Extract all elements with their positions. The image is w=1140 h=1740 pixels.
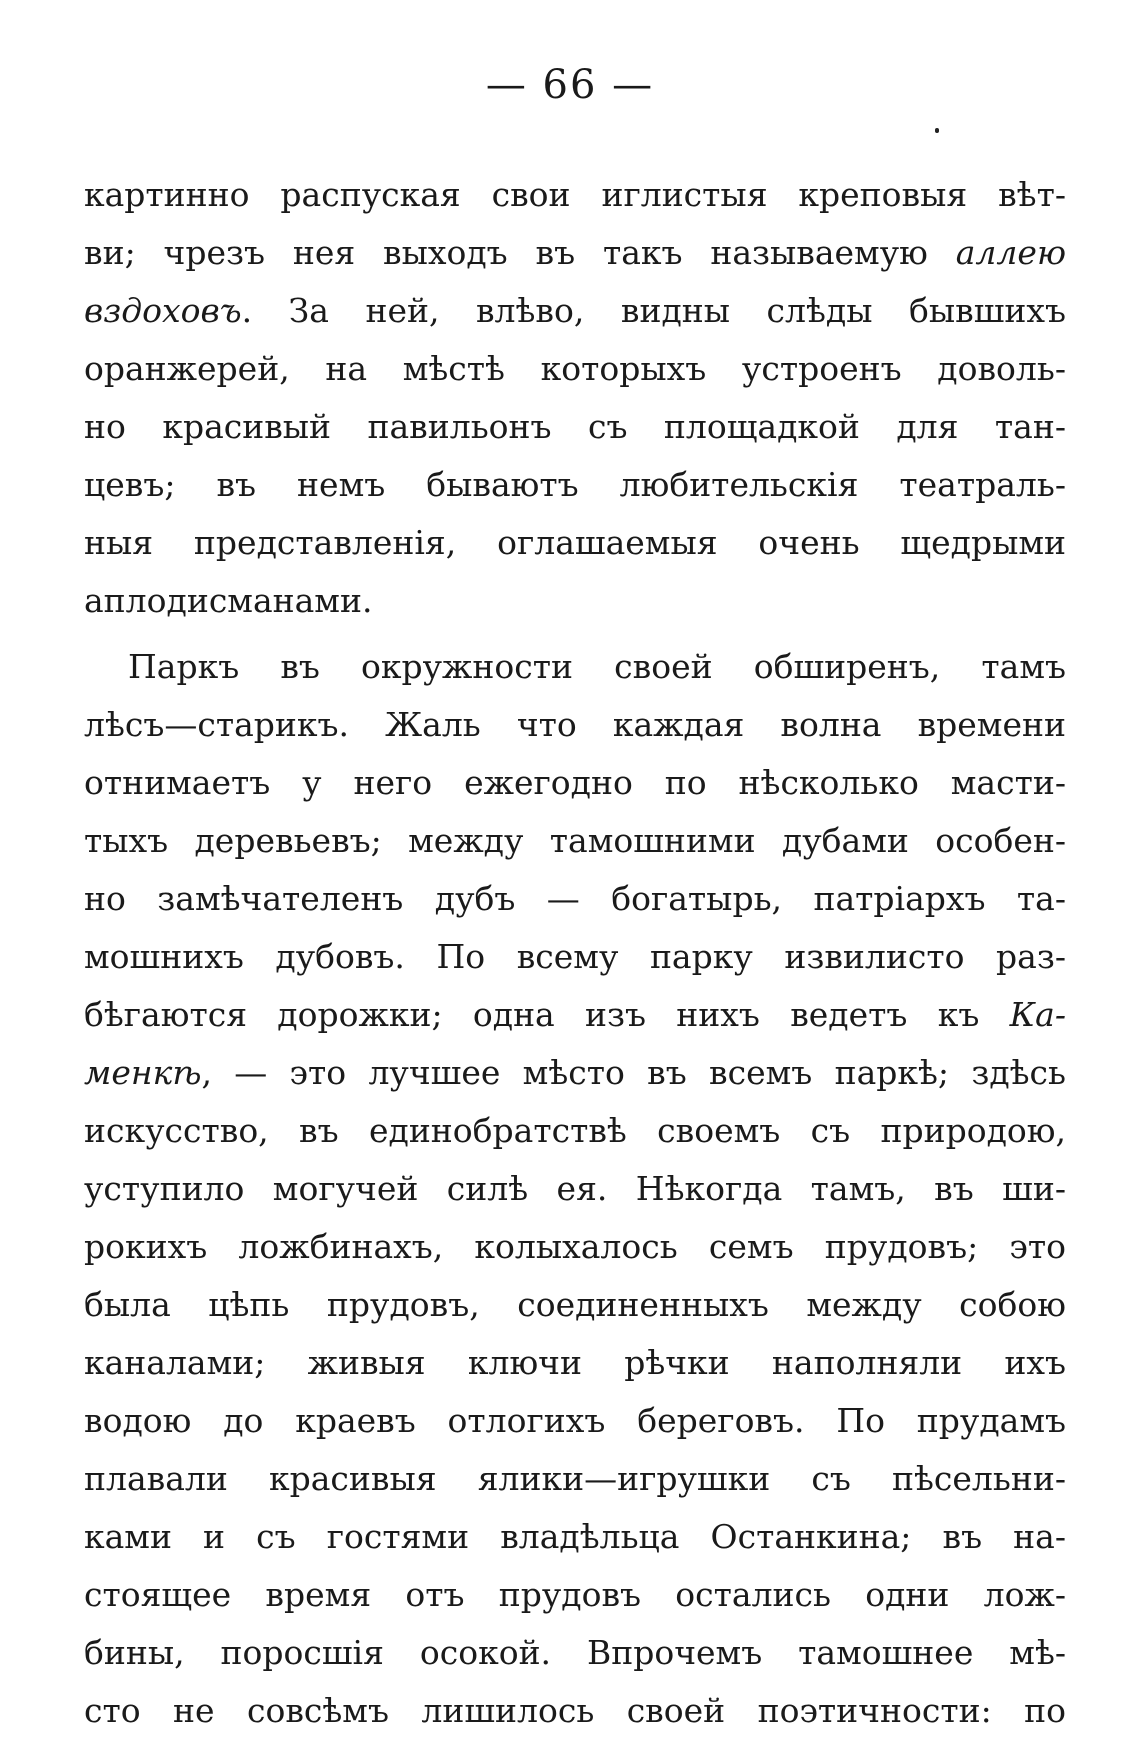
line-text: уступило могучей силѣ ея. Нѣкогда тамъ, въ ши-	[84, 1169, 1066, 1208]
italic-text: аллею	[955, 233, 1066, 272]
italic-text: Ка-	[1009, 995, 1066, 1034]
line-text: оранжерей, на мѣстѣ которыхъ устроенъ доволь-	[84, 349, 1066, 388]
text-line	[84, 166, 1066, 224]
line-text: но красивый павильонъ съ площадкой для тан-	[84, 407, 1066, 446]
line-text: водою до краевъ отлогихъ береговъ. По прудамъ	[84, 1401, 1066, 1440]
text-line	[84, 514, 1066, 572]
line-text: бѣгаются дорожки; одна изъ нихъ ведетъ къ	[84, 995, 1010, 1034]
line-text: , — это лучшее мѣсто въ всемъ паркѣ; здѣсь	[201, 1053, 1066, 1092]
text-line	[84, 1624, 1066, 1682]
line-text: Паркъ въ окружности своей обширенъ, тамъ	[128, 647, 1066, 686]
text-line	[84, 340, 1066, 398]
line-text: искусство, въ единобратствѣ своемъ съ природою,	[84, 1111, 1066, 1150]
italic-text: вздоховъ	[84, 291, 242, 330]
line-text: сто не совсѣмъ лишилось своей поэтичности: по	[84, 1691, 1066, 1730]
text-line	[84, 1102, 1066, 1160]
line-text: каналами; живыя ключи рѣчки наполняли ихъ	[84, 1343, 1066, 1382]
text-line	[84, 1682, 1066, 1740]
line-text: бины, поросшія осокой. Впрочемъ тамошнее мѣ-	[84, 1633, 1066, 1672]
text-line	[84, 696, 1066, 754]
body-text	[84, 166, 1066, 1740]
italic-text: менкѣ	[84, 1053, 202, 1092]
line-text: лѣсъ—старикъ. Жаль что каждая волна времени	[84, 705, 1066, 744]
text-line	[84, 638, 1066, 696]
text-line	[84, 986, 1066, 1044]
text-line	[84, 1160, 1066, 1218]
text-line	[84, 1276, 1066, 1334]
text-line	[84, 1392, 1066, 1450]
text-line	[84, 1218, 1066, 1276]
text-line	[84, 572, 1066, 630]
line-text: была цѣпь прудовъ, соединенныхъ между собою	[84, 1285, 1066, 1324]
line-text: но замѣчателенъ дубъ — богатырь, патріархъ та-	[84, 879, 1066, 918]
text-line	[84, 456, 1066, 514]
line-text: мошнихъ дубовъ. По всему парку извилисто раз-	[84, 937, 1066, 976]
page-number: — 66 —	[485, 62, 655, 108]
line-text: картинно распуская свои иглистыя креповыя вѣт-	[84, 175, 1066, 214]
line-text: отнимаетъ у него ежегодно по нѣсколько масти-	[84, 763, 1066, 802]
text-line	[84, 1566, 1066, 1624]
text-line	[84, 754, 1066, 812]
text-line	[84, 1044, 1066, 1102]
text-line	[84, 928, 1066, 986]
text-line	[84, 224, 1066, 282]
line-text: тыхъ деревьевъ; между тамошними дубами особен-	[84, 821, 1066, 860]
text-line	[84, 1450, 1066, 1508]
text-line	[84, 1334, 1066, 1392]
line-text: ви; чрезъ нея выходъ въ такъ называемую	[84, 233, 956, 272]
line-text: стоящее время отъ прудовъ остались одни лож-	[84, 1575, 1066, 1614]
line-text: рокихъ ложбинахъ, колыхалось семъ прудовъ; это	[84, 1227, 1066, 1266]
line-text: цевъ; въ немъ бываютъ любительскія театраль-	[84, 465, 1066, 504]
line-text: ками и съ гостями владѣльца Останкина; въ на-	[84, 1517, 1066, 1556]
text-line	[84, 282, 1066, 340]
text-line	[84, 1508, 1066, 1566]
line-text: . За ней, влѣво, видны слѣды бывшихъ	[241, 291, 1066, 330]
text-line	[84, 870, 1066, 928]
text-line	[84, 812, 1066, 870]
ink-speck	[935, 128, 939, 133]
text-line	[84, 398, 1066, 456]
line-text: аплодисманами.	[84, 581, 373, 620]
line-text: плавали красивыя ялики—игрушки съ пѣсельни-	[84, 1459, 1066, 1498]
line-text: ныя представленія, оглашаемыя очень щедрыми	[84, 523, 1066, 562]
